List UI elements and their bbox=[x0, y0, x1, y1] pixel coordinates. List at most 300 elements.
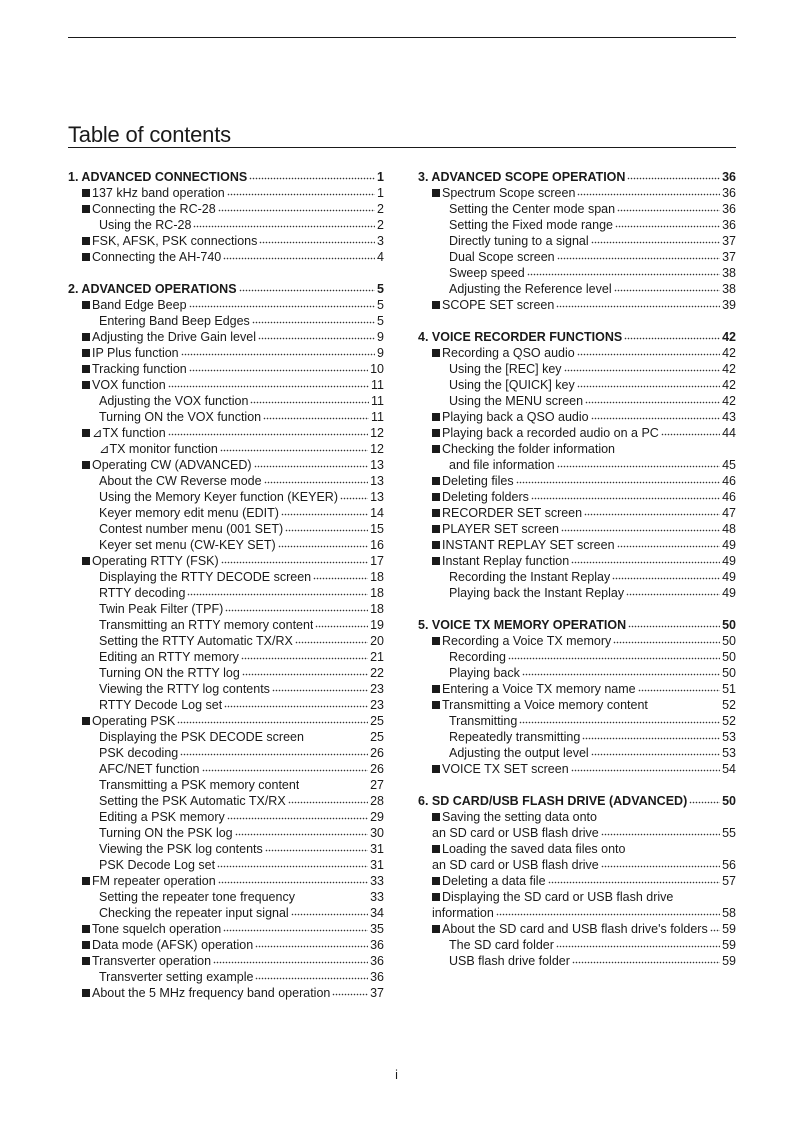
toc-entry[interactable] bbox=[68, 329, 384, 345]
toc-entry[interactable] bbox=[418, 249, 736, 265]
toc-page-number: 45 bbox=[722, 458, 736, 472]
square-bullet-icon bbox=[82, 557, 90, 565]
dot-leader bbox=[223, 253, 375, 261]
toc-page-number: 11 bbox=[371, 394, 384, 408]
toc-page-number: 50 bbox=[722, 618, 736, 632]
toc-entry[interactable] bbox=[68, 457, 384, 473]
toc-entry[interactable] bbox=[418, 697, 736, 713]
dot-leader bbox=[612, 573, 720, 581]
toc-entry-label bbox=[432, 553, 569, 569]
toc-entry-label bbox=[432, 345, 575, 361]
toc-entry-text: an SD card or USB flash drive bbox=[432, 826, 599, 840]
toc-entry[interactable] bbox=[68, 761, 384, 777]
toc-entry-label bbox=[449, 745, 589, 761]
toc-entry[interactable] bbox=[68, 361, 384, 377]
toc-entry[interactable] bbox=[68, 249, 384, 265]
square-bullet-icon bbox=[82, 941, 90, 949]
dot-leader bbox=[516, 477, 721, 485]
dot-leader bbox=[249, 173, 375, 181]
toc-entry-text: Using the Memory Keyer function (KEYER) bbox=[99, 490, 338, 504]
toc-entry-label bbox=[99, 409, 261, 425]
dot-leader bbox=[218, 877, 368, 885]
toc-entry-label bbox=[99, 905, 289, 921]
toc-entry-text: Recording bbox=[449, 650, 506, 664]
toc-page-number: 9 bbox=[377, 346, 384, 360]
toc-entry[interactable] bbox=[418, 713, 736, 729]
toc-page-number: 50 bbox=[722, 634, 736, 648]
toc-entry[interactable] bbox=[68, 345, 384, 361]
toc-page-number: 36 bbox=[722, 218, 736, 232]
dot-leader bbox=[617, 445, 734, 453]
toc-entry[interactable] bbox=[68, 185, 384, 201]
toc-entry-text: Transmitting an RTTY memory content bbox=[99, 618, 314, 632]
dot-leader bbox=[571, 557, 720, 565]
toc-page-number: 5 bbox=[377, 282, 384, 296]
toc-entry[interactable] bbox=[68, 857, 384, 873]
toc-entry[interactable] bbox=[68, 793, 384, 809]
toc-entry-label bbox=[99, 665, 240, 681]
toc-entry-text: and file information bbox=[449, 458, 555, 472]
toc-entry[interactable] bbox=[68, 729, 384, 745]
toc-page-number: 21 bbox=[370, 650, 384, 664]
toc-entry[interactable] bbox=[418, 409, 736, 425]
toc-entry-text: Connecting the RC-28 bbox=[92, 202, 216, 216]
toc-entry[interactable] bbox=[68, 777, 384, 793]
toc-page-number: 28 bbox=[370, 794, 384, 808]
dot-leader bbox=[291, 909, 368, 917]
toc-page-number: 2 bbox=[377, 202, 384, 216]
toc-entry[interactable] bbox=[418, 745, 736, 761]
toc-entry-text: Band Edge Beep bbox=[92, 298, 187, 312]
dot-leader bbox=[531, 493, 720, 501]
dot-leader bbox=[591, 237, 720, 245]
dot-leader bbox=[626, 589, 720, 597]
toc-entry-text: 4. VOICE RECORDER FUNCTIONS bbox=[418, 330, 623, 344]
toc-entry-label bbox=[82, 185, 225, 201]
toc-entry-label bbox=[449, 937, 554, 953]
toc-entry[interactable] bbox=[68, 585, 384, 601]
toc-entry[interactable] bbox=[68, 217, 384, 233]
toc-entry-label bbox=[432, 537, 615, 553]
toc-page-number: 42 bbox=[722, 330, 736, 344]
toc-page-number: 34 bbox=[370, 906, 384, 920]
toc-entry[interactable] bbox=[418, 681, 736, 697]
dot-leader bbox=[258, 333, 375, 341]
toc-entry[interactable] bbox=[418, 473, 736, 489]
square-bullet-icon bbox=[82, 989, 90, 997]
dot-leader bbox=[254, 461, 369, 469]
toc-page-number: 5 bbox=[377, 314, 384, 328]
toc-entry[interactable] bbox=[418, 825, 736, 841]
toc-entry[interactable] bbox=[418, 649, 736, 665]
toc-entry-text: Checking the repeater input signal bbox=[99, 906, 289, 920]
toc-entry[interactable] bbox=[68, 569, 384, 585]
toc-entry[interactable] bbox=[418, 233, 736, 249]
toc-column-right bbox=[418, 169, 736, 969]
square-bullet-icon bbox=[432, 701, 440, 709]
toc-page-number: 50 bbox=[722, 666, 736, 680]
toc-entry-label bbox=[432, 873, 546, 889]
toc-page-number: 29 bbox=[370, 810, 384, 824]
toc-entry-label bbox=[99, 681, 270, 697]
toc-page-number: 33 bbox=[370, 890, 384, 904]
toc-entry[interactable] bbox=[68, 745, 384, 761]
toc-entry-text: PSK decoding bbox=[99, 746, 179, 760]
toc-entry[interactable] bbox=[418, 377, 736, 393]
square-bullet-icon bbox=[82, 253, 90, 261]
dot-leader bbox=[264, 477, 369, 485]
toc-page-number: 13 bbox=[370, 474, 384, 488]
toc-entry[interactable] bbox=[418, 489, 736, 505]
toc-entry[interactable] bbox=[418, 505, 736, 521]
dot-leader bbox=[675, 893, 734, 901]
toc-entry[interactable] bbox=[418, 521, 736, 537]
toc-entry[interactable] bbox=[418, 841, 736, 857]
toc-entry[interactable] bbox=[418, 873, 736, 889]
toc-entry-text: Twin Peak Filter (TPF) bbox=[99, 602, 224, 616]
dot-leader bbox=[601, 861, 720, 869]
toc-column-left bbox=[68, 169, 384, 1001]
dot-leader bbox=[272, 685, 368, 693]
toc-entry-label bbox=[82, 921, 221, 937]
toc-section-heading[interactable] bbox=[418, 793, 736, 809]
toc-entry-label bbox=[99, 793, 286, 809]
square-bullet-icon bbox=[432, 429, 440, 437]
toc-entry[interactable] bbox=[418, 393, 736, 409]
toc-entry[interactable] bbox=[68, 377, 384, 393]
toc-entry[interactable] bbox=[418, 425, 736, 441]
toc-entry[interactable] bbox=[418, 889, 736, 905]
toc-entry-text: About the CW Reverse mode bbox=[99, 474, 262, 488]
toc-page-number: 39 bbox=[722, 298, 736, 312]
dot-leader bbox=[255, 973, 368, 981]
toc-entry[interactable] bbox=[68, 233, 384, 249]
dot-leader bbox=[252, 317, 375, 325]
toc-entry[interactable] bbox=[418, 537, 736, 553]
toc-entry-label bbox=[432, 905, 494, 921]
square-bullet-icon bbox=[432, 685, 440, 693]
toc-entry-label bbox=[82, 249, 221, 265]
toc-entry[interactable] bbox=[68, 297, 384, 313]
square-bullet-icon bbox=[432, 541, 440, 549]
toc-entry[interactable] bbox=[418, 569, 736, 585]
toc-entry-text: Recording the Instant Replay bbox=[449, 570, 611, 584]
toc-entry[interactable] bbox=[418, 905, 736, 921]
dot-leader bbox=[548, 877, 721, 885]
dot-leader bbox=[306, 733, 368, 741]
toc-section-heading[interactable] bbox=[68, 281, 384, 297]
toc-entry-label bbox=[449, 393, 583, 409]
toc-entry[interactable] bbox=[418, 585, 736, 601]
toc-section-heading[interactable] bbox=[418, 169, 736, 185]
toc-entry[interactable] bbox=[418, 441, 736, 457]
dot-leader bbox=[189, 301, 376, 309]
toc-entry-label bbox=[99, 489, 338, 505]
square-bullet-icon bbox=[82, 461, 90, 469]
toc-entry[interactable] bbox=[68, 649, 384, 665]
toc-page-number: 46 bbox=[722, 490, 736, 504]
toc-entry-text: 137 kHz band operation bbox=[92, 186, 225, 200]
dot-leader bbox=[496, 909, 720, 917]
toc-entry-text: RTTY Decode Log set bbox=[99, 698, 223, 712]
toc-page-number: 4 bbox=[377, 250, 384, 264]
toc-entry[interactable] bbox=[68, 521, 384, 537]
toc-entry-text: Displaying the PSK DECODE screen bbox=[99, 730, 304, 744]
toc-entry-text: Viewing the PSK log contents bbox=[99, 842, 263, 856]
dot-leader bbox=[591, 749, 720, 757]
toc-entry[interactable] bbox=[68, 937, 384, 953]
dot-leader bbox=[710, 925, 720, 933]
toc-entry-label bbox=[449, 281, 612, 297]
toc-entry[interactable] bbox=[68, 985, 384, 1001]
toc-entry-label bbox=[432, 521, 559, 537]
toc-section-heading[interactable] bbox=[418, 617, 736, 633]
toc-entry[interactable] bbox=[418, 281, 736, 297]
toc-entry[interactable] bbox=[68, 841, 384, 857]
toc-entry-text: Turning ON the RTTY log bbox=[99, 666, 240, 680]
toc-entry-text: FSK, AFSK, PSK connections bbox=[92, 234, 258, 248]
dot-leader bbox=[241, 653, 368, 661]
toc-page-number: 49 bbox=[722, 554, 736, 568]
toc-page-number: 36 bbox=[370, 938, 384, 952]
toc-entry-label bbox=[99, 809, 225, 825]
toc-entry-text: Operating PSK bbox=[92, 714, 176, 728]
toc-entry-text: VOICE TX SET screen bbox=[442, 762, 569, 776]
toc-entry-label bbox=[82, 201, 216, 217]
toc-entry[interactable] bbox=[68, 953, 384, 969]
toc-entry-label bbox=[99, 217, 191, 233]
toc-page-number: 11 bbox=[371, 410, 384, 424]
toc-entry[interactable] bbox=[68, 489, 384, 505]
toc-entry-label bbox=[99, 473, 262, 489]
toc-entry[interactable] bbox=[68, 201, 384, 217]
toc-page-number: 42 bbox=[722, 378, 736, 392]
toc-entry[interactable] bbox=[418, 921, 736, 937]
toc-entry[interactable] bbox=[418, 185, 736, 201]
toc-entry[interactable] bbox=[68, 553, 384, 569]
toc-entry-text: Keyer set menu (CW-KEY SET) bbox=[99, 538, 276, 552]
toc-entry[interactable] bbox=[68, 425, 384, 441]
toc-entry[interactable] bbox=[68, 905, 384, 921]
toc-entry[interactable] bbox=[418, 553, 736, 569]
toc-entry[interactable] bbox=[418, 297, 736, 313]
toc-entry-label bbox=[449, 457, 555, 473]
toc-entry-label bbox=[82, 873, 216, 889]
square-bullet-icon bbox=[432, 349, 440, 357]
toc-entry-text: Deleting a data file bbox=[442, 874, 546, 888]
toc-entry-text: IP Plus function bbox=[92, 346, 179, 360]
dot-leader bbox=[519, 717, 720, 725]
toc-entry-label bbox=[82, 985, 330, 1001]
toc-entry[interactable] bbox=[68, 713, 384, 729]
dot-leader bbox=[584, 509, 720, 517]
toc-entry-label bbox=[99, 745, 178, 761]
toc-entry[interactable] bbox=[418, 361, 736, 377]
square-bullet-icon bbox=[432, 765, 440, 773]
toc-entry-text: ⊿TX function bbox=[92, 426, 166, 440]
toc-entry-label bbox=[99, 585, 185, 601]
toc-entry[interactable] bbox=[418, 761, 736, 777]
dot-leader bbox=[168, 429, 368, 437]
dot-leader bbox=[617, 205, 720, 213]
dot-leader bbox=[650, 701, 720, 709]
square-bullet-icon bbox=[82, 237, 90, 245]
dot-leader bbox=[227, 813, 368, 821]
toc-entry[interactable] bbox=[418, 265, 736, 281]
toc-page-number: 48 bbox=[722, 522, 736, 536]
toc-entry-text: an SD card or USB flash drive bbox=[432, 858, 599, 872]
toc-entry-text: Adjusting the VOX function bbox=[99, 394, 249, 408]
toc-entry-label bbox=[449, 665, 520, 681]
toc-entry[interactable] bbox=[418, 345, 736, 361]
toc-page-number: 54 bbox=[722, 762, 736, 776]
dot-leader bbox=[177, 717, 368, 725]
toc-entry-label bbox=[418, 617, 626, 633]
toc-entry[interactable] bbox=[68, 441, 384, 457]
toc-entry-label bbox=[432, 409, 589, 425]
toc-entry-text: Data mode (AFSK) operation bbox=[92, 938, 254, 952]
toc-section-heading[interactable] bbox=[68, 169, 384, 185]
toc-entry[interactable] bbox=[68, 473, 384, 489]
toc-entry[interactable] bbox=[68, 393, 384, 409]
toc-entry[interactable] bbox=[68, 825, 384, 841]
toc-entry-text: VOX function bbox=[92, 378, 166, 392]
toc-page-number: 10 bbox=[370, 362, 384, 376]
toc-page-number: 49 bbox=[722, 586, 736, 600]
toc-entry-text: Sweep speed bbox=[449, 266, 525, 280]
toc-entry-label bbox=[449, 713, 517, 729]
square-bullet-icon bbox=[432, 493, 440, 501]
square-bullet-icon bbox=[432, 925, 440, 933]
square-bullet-icon bbox=[82, 381, 90, 389]
toc-entry[interactable] bbox=[68, 505, 384, 521]
square-bullet-icon bbox=[432, 877, 440, 885]
toc-section-heading[interactable] bbox=[418, 329, 736, 345]
toc-entry-label bbox=[432, 809, 597, 825]
dot-leader bbox=[527, 269, 720, 277]
toc-page-number: 42 bbox=[722, 362, 736, 376]
toc-entry[interactable] bbox=[68, 873, 384, 889]
toc-entry[interactable] bbox=[68, 665, 384, 681]
dot-leader bbox=[227, 189, 375, 197]
toc-entry-label bbox=[99, 601, 223, 617]
header-rule bbox=[68, 37, 736, 38]
toc-entry-label bbox=[99, 857, 215, 873]
toc-page-number: 43 bbox=[722, 410, 736, 424]
toc-entry[interactable] bbox=[68, 601, 384, 617]
toc-entry[interactable] bbox=[418, 457, 736, 473]
toc-entry[interactable] bbox=[418, 857, 736, 873]
toc-entry-text: Dual Scope screen bbox=[449, 250, 555, 264]
toc-entry-label bbox=[432, 697, 648, 713]
toc-page-number: 1 bbox=[377, 186, 384, 200]
toc-entry-label bbox=[68, 169, 247, 185]
toc-entry-label bbox=[432, 505, 582, 521]
toc-entry[interactable] bbox=[68, 889, 384, 905]
toc-entry-label bbox=[99, 649, 239, 665]
dot-leader bbox=[278, 541, 368, 549]
toc-entry-text: Operating RTTY (FSK) bbox=[92, 554, 219, 568]
toc-entry[interactable] bbox=[418, 201, 736, 217]
toc-entry-text: Checking the folder information bbox=[442, 442, 616, 456]
toc-entry-label bbox=[449, 217, 613, 233]
toc-entry-label bbox=[432, 297, 554, 313]
toc-page-number: 1 bbox=[377, 170, 384, 184]
toc-entry[interactable] bbox=[68, 617, 384, 633]
toc-entry-label bbox=[99, 313, 250, 329]
toc-page-number: 35 bbox=[370, 922, 384, 936]
square-bullet-icon bbox=[82, 877, 90, 885]
toc-entry[interactable] bbox=[418, 633, 736, 649]
toc-entry-label bbox=[99, 521, 283, 537]
toc-entry-text: Playing back a recorded audio on a PC bbox=[442, 426, 659, 440]
square-bullet-icon bbox=[82, 365, 90, 373]
toc-entry-label bbox=[432, 441, 615, 457]
toc-entry-label bbox=[82, 953, 211, 969]
toc-entry[interactable] bbox=[418, 665, 736, 681]
toc-entry-label bbox=[432, 889, 673, 905]
dot-leader bbox=[340, 493, 368, 501]
toc-entry[interactable] bbox=[418, 217, 736, 233]
toc-entry[interactable] bbox=[418, 937, 736, 953]
toc-page-number: 59 bbox=[722, 922, 736, 936]
toc-entry[interactable] bbox=[68, 681, 384, 697]
dot-leader bbox=[577, 189, 720, 197]
dot-leader bbox=[591, 413, 720, 421]
toc-entry[interactable] bbox=[68, 921, 384, 937]
toc-page-number: 50 bbox=[722, 650, 736, 664]
dot-leader bbox=[617, 541, 721, 549]
dot-leader bbox=[627, 845, 734, 853]
toc-entry-label bbox=[449, 249, 555, 265]
toc-entry[interactable] bbox=[68, 809, 384, 825]
toc-entry-label bbox=[432, 425, 659, 441]
toc-entry[interactable] bbox=[418, 729, 736, 745]
square-bullet-icon bbox=[432, 845, 440, 853]
toc-entry[interactable] bbox=[68, 969, 384, 985]
toc-entry[interactable] bbox=[418, 953, 736, 969]
square-bullet-icon bbox=[82, 349, 90, 357]
toc-entry-text: Editing an RTTY memory bbox=[99, 650, 239, 664]
toc-entry[interactable] bbox=[418, 809, 736, 825]
toc-entry-label bbox=[449, 729, 580, 745]
toc-page-number: 49 bbox=[722, 570, 736, 584]
toc-entry-text: The SD card folder bbox=[449, 938, 554, 952]
toc-page-number: 2 bbox=[377, 218, 384, 232]
toc-entry-text: Using the [REC] key bbox=[449, 362, 562, 376]
dot-leader bbox=[193, 221, 375, 229]
toc-entry[interactable] bbox=[68, 697, 384, 713]
toc-entry[interactable] bbox=[68, 409, 384, 425]
toc-entry[interactable] bbox=[68, 313, 384, 329]
page-title: Table of contents bbox=[68, 122, 231, 147]
dot-leader bbox=[242, 669, 368, 677]
toc-page-number: 13 bbox=[370, 458, 384, 472]
toc-entry[interactable] bbox=[68, 537, 384, 553]
toc-entry-text: Adjusting the output level bbox=[449, 746, 589, 760]
toc-entry-text: Turning ON the PSK log bbox=[99, 826, 233, 840]
toc-page-number: 20 bbox=[370, 634, 384, 648]
dot-leader bbox=[689, 797, 720, 805]
toc-entry-text: Displaying the RTTY DECODE screen bbox=[99, 570, 312, 584]
toc-page-number: 51 bbox=[722, 682, 736, 696]
toc-entry-text: About the 5 MHz frequency band operation bbox=[92, 986, 331, 1000]
toc-entry-label bbox=[99, 617, 313, 633]
toc-entry-text: Keyer memory edit menu (EDIT) bbox=[99, 506, 279, 520]
toc-entry-text: Using the MENU screen bbox=[449, 394, 584, 408]
toc-entry-text: Spectrum Scope screen bbox=[442, 186, 576, 200]
toc-entry[interactable] bbox=[68, 633, 384, 649]
